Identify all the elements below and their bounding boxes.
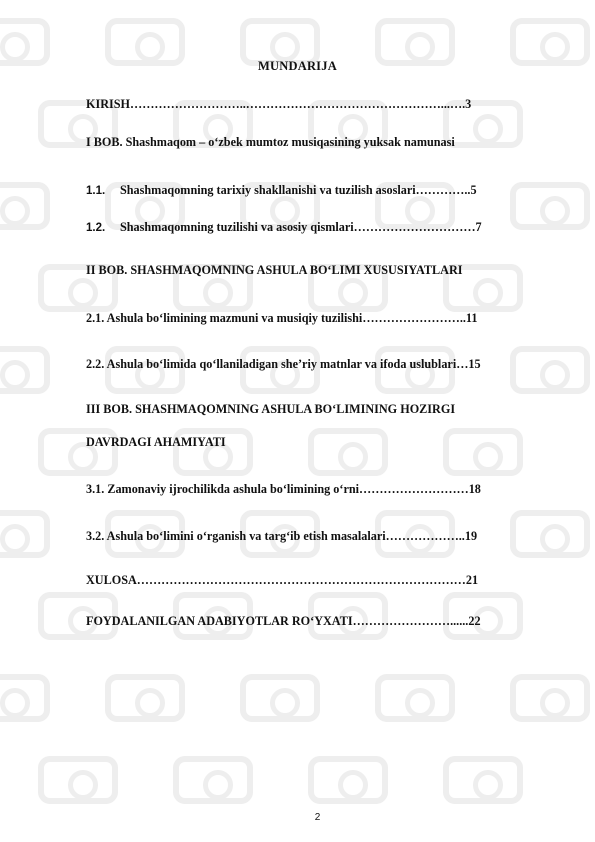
toc-entry-number: 1.2. <box>86 222 106 234</box>
toc-entry-conclusion[interactable] <box>86 573 540 588</box>
toc-entry-text: III BOB. SHASHMAQOMNING ASHULA BO‘LIMINING HOZIRGI <box>86 402 456 416</box>
toc-entry-text: Shashmaqomning tuzilishi va asosiy qismlari…………………………7 <box>120 220 482 234</box>
toc-entry-text: 2.2. Ashula bo‘limida qo‘llaniladigan she’riy matnlar va ifoda uslublari…15 <box>86 357 481 371</box>
toc-entry-text: 2.1. Ashula bo‘limining mazmuni va musiqiy tuzilishi……………………..11 <box>86 311 478 325</box>
toc-section-2-2[interactable] <box>86 357 540 372</box>
toc-entry-text: 3.1. Zamonaviy ijrochilikda ashula bo‘limining o‘rni………………………18 <box>86 482 481 496</box>
toc-entry-text: I BOB. Shashmaqom – o‘zbek mumtoz musiqasining yuksak namunasi <box>86 135 455 149</box>
toc-section-3-1[interactable] <box>86 482 540 497</box>
toc-entry-text: II BOB. SHASHMAQOMNING ASHULA BO‘LIMI XUSUSIYATLARI <box>86 263 463 277</box>
toc-chapter-3-heading-continued[interactable] <box>86 435 540 450</box>
page-number: 2 <box>314 812 321 823</box>
toc-section-1-2[interactable] <box>86 220 540 235</box>
toc-entry-introduction[interactable] <box>86 97 540 112</box>
toc-entry-text: Shashmaqomning tarixiy shakllanishi va tuzilish asoslari…………..5 <box>120 183 477 197</box>
toc-entry-text: KIRISH………………………..…………………………………………...….3 <box>86 97 472 111</box>
toc-entry-text: XULOSA………………………………………………………………………21 <box>86 573 479 587</box>
toc-entry-text: FOYDALANILGAN ADABIYOTLAR RO‘YXATI……………………......22 <box>86 614 481 628</box>
toc-title: MUNDARIJA <box>258 59 337 73</box>
toc-chapter-1-heading[interactable] <box>86 135 540 150</box>
toc-chapter-3-heading[interactable] <box>86 402 540 417</box>
toc-section-2-1[interactable] <box>86 311 540 326</box>
toc-section-3-2[interactable] <box>86 529 540 544</box>
toc-entry-text: DAVRDAGI AHAMIYATI <box>86 435 226 449</box>
toc-entry-text: 3.2. Ashula bo‘limini o‘rganish va targ‘ib etish masalalari………………..19 <box>86 529 478 543</box>
toc-section-1-1[interactable] <box>86 183 540 198</box>
toc-entry-number: 1.1. <box>86 185 106 197</box>
toc-entry-bibliography[interactable] <box>86 614 540 629</box>
toc-chapter-2-heading[interactable] <box>86 263 540 278</box>
